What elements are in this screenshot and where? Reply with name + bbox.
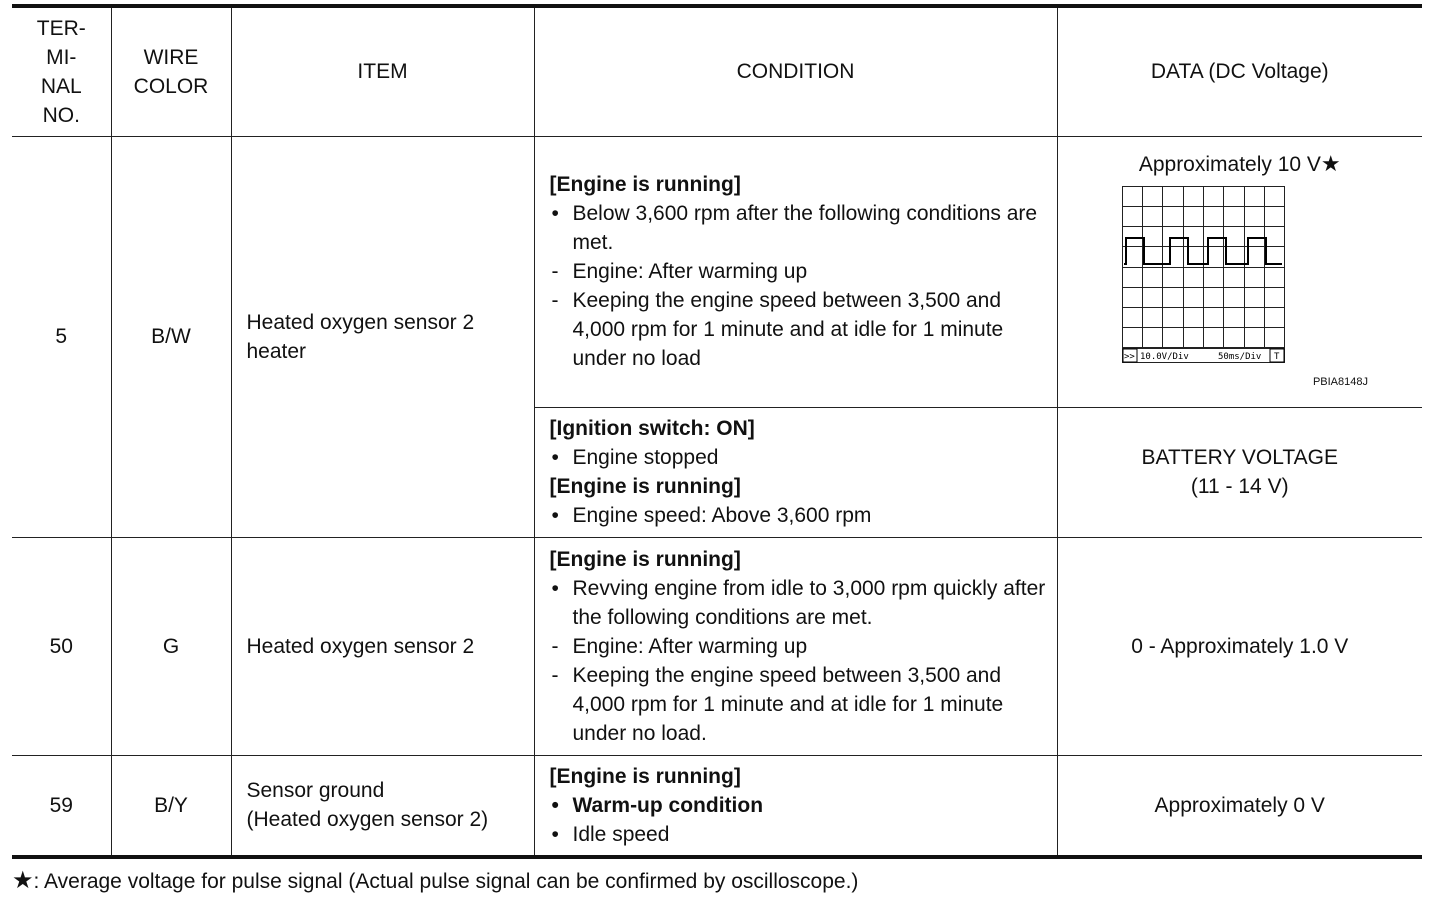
header-wire-line: COLOR	[133, 74, 209, 98]
item-cell: Heated oxygen sensor 2	[231, 537, 534, 755]
star-icon: ★	[1320, 151, 1341, 176]
dash-mark: -	[551, 289, 559, 312]
condition-cell	[534, 755, 1057, 857]
item-line: heater	[246, 339, 307, 363]
item-cell	[231, 136, 534, 537]
bullet-mark: •	[551, 446, 559, 469]
scope-time-label: 50ms/Div	[1217, 352, 1261, 362]
condition-line	[550, 257, 1047, 286]
dash-mark: -	[551, 260, 559, 283]
condition-text: Warm-up condition	[572, 793, 764, 817]
data-cell	[1057, 136, 1422, 407]
wire-color-cell: B/Y	[111, 755, 231, 857]
data-cell: 0 - Approximately 1.0 V	[1057, 537, 1422, 755]
header-terminal-line: TER-	[36, 16, 86, 40]
terminal-cell: 5	[12, 136, 111, 537]
bullet-mark: •	[551, 202, 559, 225]
condition-line	[550, 661, 1047, 748]
condition-line	[550, 501, 1047, 530]
condition-text: Engine speed: Above 3,600 rpm	[572, 504, 872, 527]
figure-id: PBIA8148J	[1312, 376, 1368, 388]
data-line: BATTERY VOLTAGE	[1141, 446, 1338, 469]
condition-text: Engine stopped	[572, 446, 719, 469]
bullet-mark: •	[551, 504, 559, 527]
condition-cell	[534, 136, 1057, 407]
condition-line	[550, 199, 1047, 257]
condition-text: Engine: After warming up	[572, 634, 808, 658]
scope-suffix: T	[1273, 352, 1279, 362]
data-cell: Approximately 0 V	[1057, 755, 1422, 857]
dash-mark: -	[551, 663, 559, 687]
table-row	[12, 537, 1422, 755]
condition-cell	[534, 407, 1057, 537]
condition-line	[550, 791, 1047, 820]
terminal-data-table	[12, 4, 1422, 859]
item-cell	[231, 755, 534, 857]
header-wire-color	[111, 6, 231, 136]
approx-voltage	[1058, 149, 1423, 179]
condition-text: Revving engine from idle to 3,000 rpm quickly after the following conditions are met.	[572, 576, 1046, 629]
terminal-cell: 59	[12, 755, 111, 857]
scope-prefix: >>	[1123, 352, 1135, 362]
scope-volt-label: 10.0V/Div	[1139, 352, 1189, 362]
item-line: (Heated oxygen sensor 2)	[246, 808, 489, 831]
condition-line	[550, 632, 1047, 661]
condition-text: Keeping the engine speed between 3,500 and 4,000 rpm for 1 minute and at idle for 1 minute under no load.	[572, 663, 1004, 745]
wire-color-cell: G	[111, 537, 231, 755]
data-cell	[1057, 407, 1422, 537]
condition-text: Keeping the engine speed between 3,500 and 4,000 rpm for 1 minute and at idle for 1 minute under no load	[572, 289, 1004, 370]
condition-header: [Engine is running]	[549, 547, 741, 571]
wire-color-cell: B/W	[111, 136, 231, 537]
terminal-cell: 50	[12, 537, 111, 755]
condition-header: [Engine is running]	[549, 764, 741, 788]
footnote	[12, 866, 858, 896]
header-terminal-line: MI-	[46, 45, 77, 69]
item-line: Heated oxygen sensor 2	[246, 310, 475, 334]
bullet-mark: •	[551, 793, 559, 817]
condition-line	[550, 820, 1047, 849]
oscilloscope-figure	[1058, 139, 1423, 404]
header-terminal-line: NAL	[40, 74, 82, 98]
header-data: DATA (DC Voltage)	[1057, 6, 1422, 136]
header-condition: CONDITION	[534, 6, 1057, 136]
condition-header: [Engine is running]	[549, 173, 741, 196]
oscilloscope-waveform	[1122, 186, 1288, 368]
condition-text: Idle speed	[572, 822, 670, 846]
condition-header: [Ignition switch: ON]	[549, 417, 755, 440]
header-wire-line: WIRE	[143, 45, 199, 69]
bullet-mark: •	[551, 576, 559, 600]
condition-cell	[534, 537, 1057, 755]
condition-text: Engine: After warming up	[572, 260, 808, 283]
condition-line	[550, 286, 1047, 373]
data-line: (11 - 14 V)	[1190, 475, 1289, 498]
table-row	[12, 136, 1422, 407]
bullet-mark: •	[551, 822, 559, 846]
approx-voltage-text: Approximately 10 V	[1138, 153, 1321, 176]
condition-line	[550, 574, 1047, 632]
condition-line	[550, 443, 1047, 472]
condition-text: Below 3,600 rpm after the following conditions are met.	[572, 202, 1038, 254]
header-terminal-no	[12, 6, 111, 136]
star-icon: ★	[12, 867, 34, 894]
footnote-text: : Average voltage for pulse signal (Actual pulse signal can be confirmed by oscilloscope.)	[33, 870, 859, 893]
item-line: Sensor ground	[246, 779, 385, 802]
header-item: ITEM	[231, 6, 534, 136]
table-row	[12, 755, 1422, 857]
dash-mark: -	[551, 634, 559, 658]
condition-header: [Engine is running]	[549, 475, 741, 498]
table-header-row	[12, 6, 1422, 136]
header-terminal-line: NO.	[42, 103, 80, 127]
